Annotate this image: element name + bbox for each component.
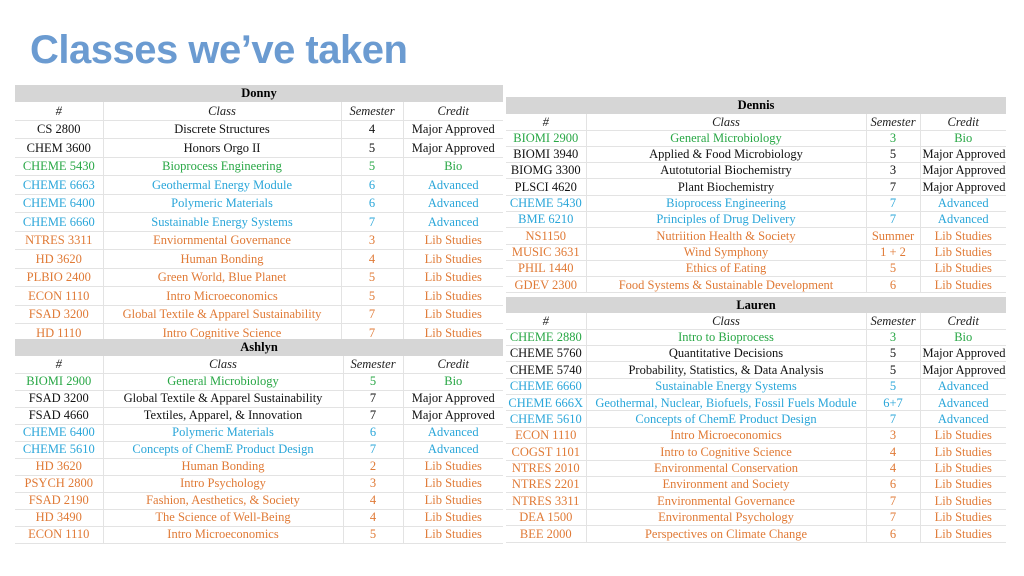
row-class-name: The Science of Well-Being xyxy=(103,509,343,526)
row-semester: 5 xyxy=(866,362,920,378)
row-class-name: Quantitative Decisions xyxy=(586,345,866,361)
row-semester: 6+7 xyxy=(866,395,920,411)
table-row xyxy=(15,509,503,526)
table-row xyxy=(506,378,1006,394)
column-header-credit: Credit xyxy=(920,313,1006,329)
row-class-name: Geothermal Energy Module xyxy=(103,176,341,195)
table-row xyxy=(506,395,1006,411)
row-semester: 6 xyxy=(343,424,403,441)
table-owner-name: Lauren xyxy=(506,297,1006,313)
column-header-semester: Semester xyxy=(866,114,920,130)
row-credit: Lib Studies xyxy=(403,458,503,475)
table-owner-name: Dennis xyxy=(506,97,1006,114)
row-course-number: CHEME 5760 xyxy=(506,345,586,361)
table-row xyxy=(15,526,503,543)
row-credit: Lib Studies xyxy=(920,460,1006,476)
row-credit: Advanced xyxy=(920,195,1006,211)
row-course-number: ECON 1110 xyxy=(15,287,103,306)
row-semester: 6 xyxy=(341,176,403,195)
table-row xyxy=(506,526,1006,542)
row-course-number: CHEME 666X xyxy=(506,395,586,411)
row-semester: 5 xyxy=(866,345,920,361)
row-semester: 7 xyxy=(341,324,403,343)
column-header-semester: Semester xyxy=(866,313,920,329)
table-row xyxy=(15,213,503,232)
table-row xyxy=(15,287,503,306)
row-semester: 7 xyxy=(866,493,920,509)
row-course-number: CS 2800 xyxy=(15,120,103,139)
table-row xyxy=(15,250,503,269)
row-course-number: BIOMI 3940 xyxy=(506,146,586,162)
row-credit: Lib Studies xyxy=(403,475,503,492)
row-course-number: PHIL 1440 xyxy=(506,260,586,276)
row-course-number: CHEM 3600 xyxy=(15,139,103,158)
table-row xyxy=(506,345,1006,361)
row-class-name: Global Textile & Apparel Sustainability xyxy=(103,390,343,407)
row-credit: Lib Studies xyxy=(403,324,503,343)
row-semester: 7 xyxy=(866,509,920,525)
row-class-name: Green World, Blue Planet xyxy=(103,268,341,287)
row-class-name: Principles of Drug Delivery xyxy=(586,211,866,227)
row-course-number: HD 1110 xyxy=(15,324,103,343)
row-course-number: CHEME 6663 xyxy=(15,176,103,195)
row-credit: Advanced xyxy=(920,411,1006,427)
table-row xyxy=(15,194,503,213)
row-credit: Major Approved xyxy=(920,345,1006,361)
row-semester: 3 xyxy=(866,130,920,146)
row-credit: Lib Studies xyxy=(403,268,503,287)
table-row xyxy=(506,179,1006,195)
row-credit: Lib Studies xyxy=(920,260,1006,276)
row-credit: Advanced xyxy=(403,213,503,232)
table-row xyxy=(15,120,503,139)
table-row xyxy=(506,146,1006,162)
row-semester: 2 xyxy=(343,458,403,475)
table-row xyxy=(506,130,1006,146)
row-semester: 7 xyxy=(341,213,403,232)
row-course-number: CHEME 5610 xyxy=(15,441,103,458)
row-credit: Lib Studies xyxy=(403,250,503,269)
row-credit: Advanced xyxy=(403,176,503,195)
row-semester: 6 xyxy=(866,526,920,542)
row-credit: Bio xyxy=(403,157,503,176)
column-header-credit: Credit xyxy=(403,102,503,120)
row-course-number: GDEV 2300 xyxy=(506,277,586,293)
row-class-name: Intro Microeconomics xyxy=(103,287,341,306)
row-credit: Major Approved xyxy=(920,362,1006,378)
table-row xyxy=(506,477,1006,493)
row-semester: 7 xyxy=(343,407,403,424)
row-class-name: Human Bonding xyxy=(103,250,341,269)
table-row xyxy=(506,277,1006,293)
row-class-name: Environmental Governance xyxy=(586,493,866,509)
row-course-number: BIOMI 2900 xyxy=(15,373,103,390)
row-credit: Lib Studies xyxy=(920,228,1006,244)
row-credit: Lib Studies xyxy=(920,427,1006,443)
row-semester: 3 xyxy=(866,329,920,345)
row-course-number: FSAD 3200 xyxy=(15,390,103,407)
row-credit: Major Approved xyxy=(403,390,503,407)
row-semester: 7 xyxy=(341,305,403,324)
table-row xyxy=(506,244,1006,260)
column-header-class: Class xyxy=(103,102,341,120)
table-row xyxy=(506,411,1006,427)
row-class-name: Geothermal, Nuclear, Biofuels, Fossil Fuels Module xyxy=(586,395,866,411)
row-class-name: Nutriition Health & Society xyxy=(586,228,866,244)
row-course-number: NS1150 xyxy=(506,228,586,244)
row-course-number: CHEME 5430 xyxy=(15,157,103,176)
row-semester: 5 xyxy=(866,378,920,394)
row-semester: 4 xyxy=(866,444,920,460)
row-class-name: Intro Microeconomics xyxy=(103,526,343,543)
row-class-name: Fashion, Aesthetics, & Society xyxy=(103,492,343,509)
row-course-number: NTRES 3311 xyxy=(15,231,103,250)
row-semester: 7 xyxy=(866,179,920,195)
table-row xyxy=(506,444,1006,460)
column-header-semester: Semester xyxy=(341,102,403,120)
table-row xyxy=(15,157,503,176)
table-row xyxy=(506,260,1006,276)
column-header-class: Class xyxy=(586,114,866,130)
table-row xyxy=(506,362,1006,378)
row-semester: 5 xyxy=(341,268,403,287)
row-semester: 1 + 2 xyxy=(866,244,920,260)
row-credit: Lib Studies xyxy=(920,477,1006,493)
table-row xyxy=(15,390,503,407)
row-semester: 5 xyxy=(866,146,920,162)
table-row xyxy=(15,424,503,441)
row-credit: Lib Studies xyxy=(920,509,1006,525)
row-credit: Lib Studies xyxy=(403,526,503,543)
row-class-name: Human Bonding xyxy=(103,458,343,475)
row-class-name: Perspectives on Climate Change xyxy=(586,526,866,542)
table-row xyxy=(15,268,503,287)
table-row xyxy=(506,509,1006,525)
table-row xyxy=(15,373,503,390)
table-row xyxy=(15,305,503,324)
row-class-name: Sustainable Energy Systems xyxy=(586,378,866,394)
row-semester: 3 xyxy=(866,163,920,179)
row-credit: Lib Studies xyxy=(920,493,1006,509)
row-course-number: HD 3620 xyxy=(15,250,103,269)
row-credit: Major Approved xyxy=(920,179,1006,195)
row-class-name: Intro to Cognitive Science xyxy=(586,444,866,460)
row-course-number: NTRES 2201 xyxy=(506,477,586,493)
table-owner-name: Donny xyxy=(15,85,503,102)
row-credit: Bio xyxy=(403,373,503,390)
row-semester: 3 xyxy=(343,475,403,492)
row-semester: 4 xyxy=(341,250,403,269)
table-row xyxy=(506,228,1006,244)
row-course-number: HD 3620 xyxy=(15,458,103,475)
row-semester: 3 xyxy=(866,427,920,443)
row-class-name: Intro Cognitive Science xyxy=(103,324,341,343)
column-header-semester: Semester xyxy=(343,356,403,373)
lauren-table xyxy=(506,297,1006,543)
row-class-name: Intro Psychology xyxy=(103,475,343,492)
ashlyn-table xyxy=(15,339,503,544)
column-header-number: # xyxy=(15,102,103,120)
row-semester: Summer xyxy=(866,228,920,244)
row-course-number: HD 3490 xyxy=(15,509,103,526)
row-class-name: Sustainable Energy Systems xyxy=(103,213,341,232)
row-credit: Advanced xyxy=(403,424,503,441)
row-class-name: Bioprocess Engineering xyxy=(586,195,866,211)
row-credit: Major Approved xyxy=(403,120,503,139)
row-class-name: General Microbiology xyxy=(103,373,343,390)
table-row xyxy=(506,163,1006,179)
row-semester: 3 xyxy=(341,231,403,250)
row-semester: 4 xyxy=(343,492,403,509)
row-class-name: Concepts of ChemE Product Design xyxy=(586,411,866,427)
row-class-name: Ethics of Eating xyxy=(586,260,866,276)
row-class-name: Applied & Food Microbiology xyxy=(586,146,866,162)
table-row xyxy=(506,493,1006,509)
row-credit: Lib Studies xyxy=(403,305,503,324)
row-semester: 5 xyxy=(341,139,403,158)
table-row xyxy=(506,460,1006,476)
table-row xyxy=(15,492,503,509)
row-class-name: Environmental Conservation xyxy=(586,460,866,476)
row-credit: Lib Studies xyxy=(403,287,503,306)
column-header-class: Class xyxy=(103,356,343,373)
row-course-number: CHEME 6660 xyxy=(15,213,103,232)
row-semester: 7 xyxy=(866,211,920,227)
table-row xyxy=(15,407,503,424)
row-course-number: CHEME 6660 xyxy=(506,378,586,394)
column-header-number: # xyxy=(506,313,586,329)
row-class-name: Intro to Bioprocess xyxy=(586,329,866,345)
row-course-number: CHEME 5610 xyxy=(506,411,586,427)
table-row xyxy=(506,211,1006,227)
row-course-number: BME 6210 xyxy=(506,211,586,227)
column-header-number: # xyxy=(15,356,103,373)
table-row xyxy=(15,176,503,195)
row-semester: 5 xyxy=(866,260,920,276)
row-semester: 7 xyxy=(866,195,920,211)
row-course-number: MUSIC 3631 xyxy=(506,244,586,260)
row-credit: Lib Studies xyxy=(920,244,1006,260)
row-class-name: Environment and Society xyxy=(586,477,866,493)
row-course-number: PLSCI 4620 xyxy=(506,179,586,195)
row-semester: 5 xyxy=(341,287,403,306)
row-semester: 7 xyxy=(343,441,403,458)
row-course-number: NTRES 3311 xyxy=(506,493,586,509)
column-header-class: Class xyxy=(586,313,866,329)
row-credit: Advanced xyxy=(403,441,503,458)
table-row xyxy=(506,427,1006,443)
row-semester: 4 xyxy=(866,460,920,476)
column-header-number: # xyxy=(506,114,586,130)
row-credit: Advanced xyxy=(920,395,1006,411)
table-row xyxy=(506,329,1006,345)
row-credit: Lib Studies xyxy=(403,509,503,526)
row-credit: Lib Studies xyxy=(920,277,1006,293)
row-credit: Major Approved xyxy=(403,407,503,424)
row-course-number: DEA 1500 xyxy=(506,509,586,525)
row-semester: 5 xyxy=(343,526,403,543)
row-course-number: NTRES 2010 xyxy=(506,460,586,476)
row-class-name: Food Systems & Sustainable Development xyxy=(586,277,866,293)
row-semester: 6 xyxy=(866,477,920,493)
row-credit: Advanced xyxy=(920,211,1006,227)
row-semester: 7 xyxy=(866,411,920,427)
row-credit: Major Approved xyxy=(403,139,503,158)
row-semester: 5 xyxy=(341,157,403,176)
row-semester: 5 xyxy=(343,373,403,390)
row-credit: Lib Studies xyxy=(920,526,1006,542)
row-class-name: Plant Biochemistry xyxy=(586,179,866,195)
table-row xyxy=(15,231,503,250)
row-semester: 7 xyxy=(343,390,403,407)
row-course-number: FSAD 2190 xyxy=(15,492,103,509)
row-credit: Bio xyxy=(920,130,1006,146)
row-course-number: CHEME 6400 xyxy=(15,194,103,213)
row-course-number: CHEME 5740 xyxy=(506,362,586,378)
row-class-name: Polymeric Materials xyxy=(103,424,343,441)
table-row xyxy=(15,475,503,492)
row-credit: Major Approved xyxy=(920,163,1006,179)
row-class-name: Intro Microeconomics xyxy=(586,427,866,443)
row-class-name: Autotutorial Biochemistry xyxy=(586,163,866,179)
row-course-number: COGST 1101 xyxy=(506,444,586,460)
row-semester: 6 xyxy=(341,194,403,213)
row-class-name: Global Textile & Apparel Sustainability xyxy=(103,305,341,324)
row-class-name: Concepts of ChemE Product Design xyxy=(103,441,343,458)
table-row xyxy=(15,441,503,458)
row-course-number: FSAD 4660 xyxy=(15,407,103,424)
column-header-credit: Credit xyxy=(920,114,1006,130)
row-course-number: PSYCH 2800 xyxy=(15,475,103,492)
row-class-name: Discrete Structures xyxy=(103,120,341,139)
row-credit: Major Approved xyxy=(920,146,1006,162)
row-class-name: General Microbiology xyxy=(586,130,866,146)
row-course-number: BIOMI 2900 xyxy=(506,130,586,146)
row-course-number: BIOMG 3300 xyxy=(506,163,586,179)
row-class-name: Wind Symphony xyxy=(586,244,866,260)
dennis-table xyxy=(506,97,1006,293)
row-class-name: Environmental Psychology xyxy=(586,509,866,525)
row-semester: 4 xyxy=(343,509,403,526)
row-credit: Bio xyxy=(920,329,1006,345)
column-header-credit: Credit xyxy=(403,356,503,373)
row-class-name: Probability, Statistics, & Data Analysis xyxy=(586,362,866,378)
row-class-name: Textiles, Apparel, & Innovation xyxy=(103,407,343,424)
row-class-name: Enviornmental Governance xyxy=(103,231,341,250)
row-credit: Advanced xyxy=(403,194,503,213)
row-class-name: Polymeric Materials xyxy=(103,194,341,213)
row-credit: Lib Studies xyxy=(403,492,503,509)
row-semester: 4 xyxy=(341,120,403,139)
row-course-number: CHEME 5430 xyxy=(506,195,586,211)
row-class-name: Honors Orgo II xyxy=(103,139,341,158)
row-course-number: ECON 1110 xyxy=(15,526,103,543)
row-course-number: PLBIO 2400 xyxy=(15,268,103,287)
row-course-number: BEE 2000 xyxy=(506,526,586,542)
row-semester: 6 xyxy=(866,277,920,293)
donny-table xyxy=(15,85,503,343)
table-row xyxy=(15,139,503,158)
table-owner-name: Ashlyn xyxy=(15,339,503,356)
table-row xyxy=(15,458,503,475)
row-course-number: CHEME 6400 xyxy=(15,424,103,441)
row-course-number: FSAD 3200 xyxy=(15,305,103,324)
row-course-number: CHEME 2880 xyxy=(506,329,586,345)
row-credit: Lib Studies xyxy=(920,444,1006,460)
page-title: Classes we’ve taken xyxy=(30,28,408,72)
row-course-number: ECON 1110 xyxy=(506,427,586,443)
row-credit: Advanced xyxy=(920,378,1006,394)
table-row xyxy=(506,195,1006,211)
row-credit: Lib Studies xyxy=(403,231,503,250)
row-class-name: Bioprocess Engineering xyxy=(103,157,341,176)
